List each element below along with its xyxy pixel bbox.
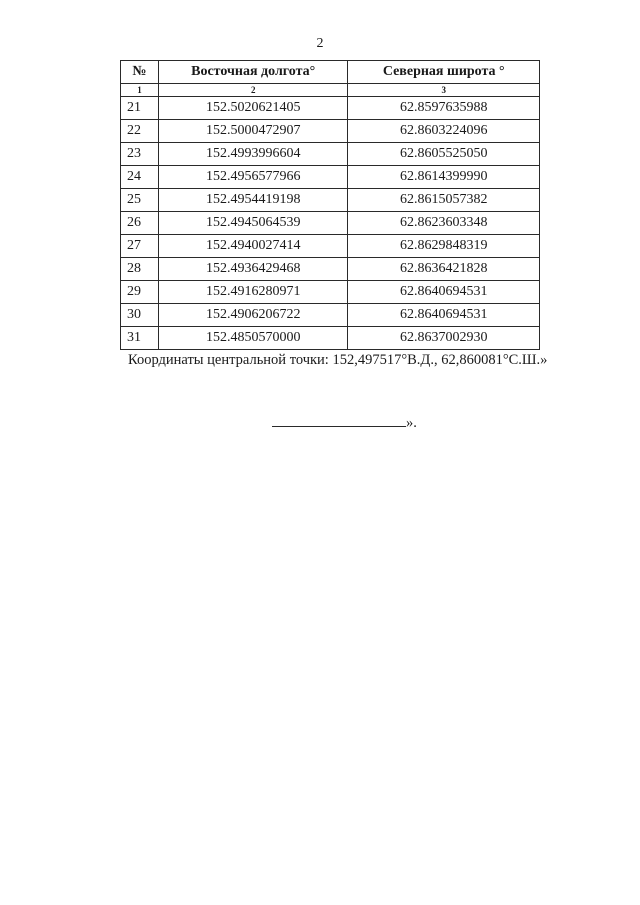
row-number: 28 [121,258,159,281]
index-cell: 2 [158,84,348,97]
row-number: 21 [121,97,159,120]
table-row [121,212,540,235]
table-row [121,235,540,258]
north-latitude-value: 62.8637002930 [348,327,540,350]
header-north-latitude: Северная широта ° [348,61,540,84]
header-number: № [121,61,159,84]
east-longitude-value: 152.5000472907 [158,120,348,143]
row-number: 24 [121,166,159,189]
east-longitude-value: 152.4906206722 [158,304,348,327]
east-longitude-value: 152.4916280971 [158,281,348,304]
north-latitude-value: 62.8640694531 [348,281,540,304]
north-latitude-value: 62.8636421828 [348,258,540,281]
table-row [121,327,540,350]
index-cell: 3 [348,84,540,97]
table-row [121,143,540,166]
center-point-coordinates: Координаты центральной точки: 152,497517°В.Д., 62,860081°С.Ш.» [128,352,548,368]
table-row [121,189,540,212]
east-longitude-value: 152.4945064539 [158,212,348,235]
north-latitude-value: 62.8629848319 [348,235,540,258]
table-row [121,258,540,281]
coordinates-table [120,60,540,350]
row-number: 27 [121,235,159,258]
north-latitude-value: 62.8605525050 [348,143,540,166]
east-longitude-value: 152.4993996604 [158,143,348,166]
row-number: 30 [121,304,159,327]
table-index-row [121,84,540,97]
east-longitude-value: 152.4954419198 [158,189,348,212]
east-longitude-value: 152.4940027414 [158,235,348,258]
index-cell: 1 [121,84,159,97]
table-row [121,97,540,120]
page-number: 2 [316,36,324,51]
header-east-longitude: Восточная долгота° [158,61,348,84]
table-row [121,166,540,189]
row-number: 25 [121,189,159,212]
north-latitude-value: 62.8614399990 [348,166,540,189]
table-row [121,120,540,143]
signature-blank [272,412,406,427]
signature-line [272,412,417,432]
row-number: 26 [121,212,159,235]
east-longitude-value: 152.5020621405 [158,97,348,120]
table-row [121,304,540,327]
north-latitude-value: 62.8597635988 [348,97,540,120]
table-row [121,281,540,304]
row-number: 22 [121,120,159,143]
east-longitude-value: 152.4956577966 [158,166,348,189]
east-longitude-value: 152.4850570000 [158,327,348,350]
north-latitude-value: 62.8640694531 [348,304,540,327]
row-number: 23 [121,143,159,166]
table-header-row [121,61,540,84]
signature-suffix: ». [406,415,417,431]
row-number: 31 [121,327,159,350]
row-number: 29 [121,281,159,304]
north-latitude-value: 62.8623603348 [348,212,540,235]
north-latitude-value: 62.8615057382 [348,189,540,212]
north-latitude-value: 62.8603224096 [348,120,540,143]
east-longitude-value: 152.4936429468 [158,258,348,281]
